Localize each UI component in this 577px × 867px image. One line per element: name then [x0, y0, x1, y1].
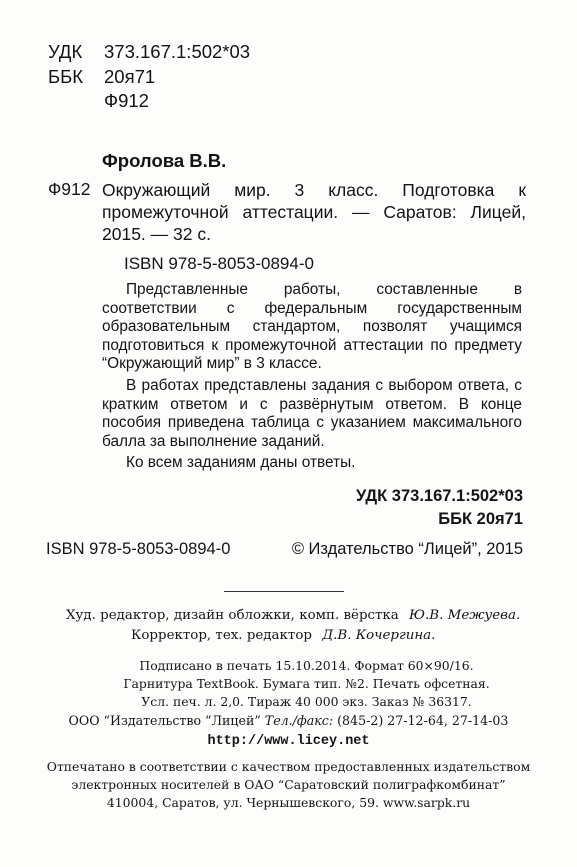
designer-role: Худ. редактор, дизайн обложки, комп. вёрстка	[66, 608, 399, 623]
udk-line	[48, 42, 250, 61]
title-line-3: 2015. — 32 с.	[102, 224, 211, 244]
udk-label: УДК	[48, 41, 83, 62]
publisher-url: http://www.licey.net	[207, 734, 370, 749]
author-mark-side: Ф912	[48, 179, 91, 199]
printer-info	[0, 758, 577, 812]
isbn: ISBN 978-5-8053-0894-0	[124, 254, 314, 273]
print-info	[0, 657, 577, 711]
printer-line-1: Отпечатано в соответствии с качеством предоставленных издательством	[46, 759, 531, 774]
designer-credit	[66, 608, 520, 623]
classification-udk: УДК 373.167.1:502*03	[355, 487, 523, 505]
title-line-2: промежуточной аттестации. — Саратов: Лицей,	[102, 202, 526, 222]
classification-bbk: ББК 20я71	[438, 510, 523, 528]
printer-line-2: электронных носителей в ОАО “Саратовский полиграфкомбинат”	[71, 777, 506, 792]
printer-line-3: 410004, Саратов, ул. Чернышевского, 59. www.sarpk.ru	[106, 795, 471, 810]
footer-isbn: ISBN 978-5-8053-0894-0	[46, 540, 231, 558]
print-info-line-3: Усл. печ. л. 2,0. Тираж 40 000 экз. Заказ № 36317.	[141, 694, 472, 709]
publisher-phone-label: Тел./факс:	[264, 713, 334, 728]
abstract-paragraph-1: Представленные работы, составленные в соответствии с федеральным государственным образовательным стандартом, позволят учащимся подготовиться к промежуточной аттестации по предмету “Окружающий мир” в 3 классе.	[102, 281, 522, 373]
abstract	[102, 281, 522, 473]
publisher-phone: (845-2) 27-12-64, 27-14-03	[337, 713, 509, 728]
bbk-line	[48, 67, 155, 86]
corrector-credit	[131, 628, 435, 643]
publisher-name: ООО “Издательство “Лицей”	[68, 713, 261, 728]
bbk-value: 20я71	[104, 66, 156, 87]
divider	[224, 591, 344, 592]
author-mark: Ф912	[104, 90, 149, 111]
abstract-paragraph-3: Ко всем заданиям даны ответы.	[126, 454, 356, 472]
udk-value: 373.167.1:502*03	[104, 41, 251, 62]
print-info-line-1: Подписано в печать 15.10.2014. Формат 60×90/16.	[139, 658, 474, 673]
corrector-role: Корректор, тех. редактор	[131, 628, 312, 643]
copyright: © Издательство “Лицей”, 2015	[291, 540, 523, 558]
abstract-paragraph-2: В работах представлены задания с выбором ответа, с кратким ответом и с развёрнутым ответом. В конце пособия приведена таблица с указанием максимального балла за выполнение заданий.	[102, 376, 522, 450]
bbk-label: ББК	[48, 66, 84, 87]
publisher-line	[0, 713, 577, 728]
designer-name: Ю.В. Межуева.	[409, 608, 521, 623]
author-name: Фролова В.В.	[102, 150, 227, 171]
print-info-line-2: Гарнитура TextBook. Бумага тип. №2. Печать офсетная.	[123, 676, 490, 691]
title-line-1: Окружающий мир. 3 класс. Подготовка к	[102, 180, 526, 200]
book-title	[102, 179, 526, 245]
corrector-name: Д.В. Кочергина.	[322, 628, 436, 643]
